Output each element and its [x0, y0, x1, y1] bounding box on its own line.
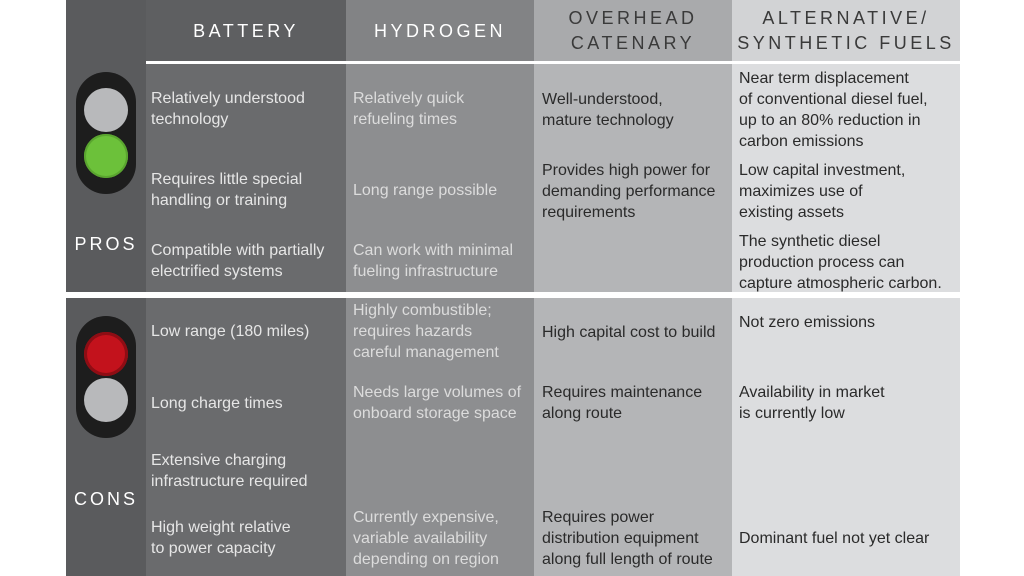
hydrogen-column-bg — [346, 0, 534, 576]
cons-traffic-light-icon — [76, 316, 136, 438]
off-lamp-icon — [84, 88, 128, 132]
cons-hydrogen-1: Highly combustible; requires hazards careful management — [353, 302, 499, 361]
cons-alt-fuels-2: Availability in market is currently low — [739, 384, 885, 422]
off-lamp-icon — [84, 378, 128, 422]
pros-hydrogen-1: Relatively quick refueling times — [353, 90, 465, 128]
pros-label: PROS — [74, 234, 138, 254]
green-lamp-icon — [84, 134, 128, 178]
pros-catenary-2: Provides high power for demanding performance requirements — [542, 162, 716, 221]
cons-alt-fuels-1: Not zero emissions — [739, 314, 876, 331]
pros-hydrogen-3: Can work with minimal fueling infrastructure — [353, 242, 514, 280]
pros-hydrogen-2: Long range possible — [353, 182, 498, 199]
cons-battery-2: Long charge times — [151, 395, 283, 412]
header-battery: BATTERY — [193, 20, 299, 41]
cons-alt-fuels-3: Dominant fuel not yet clear — [739, 530, 930, 547]
cons-battery-4: High weight relative to power capacity — [151, 519, 291, 557]
pros-alt-fuels-2: Low capital investment, maximizes use of existing assets — [739, 162, 906, 221]
cons-label: CONS — [73, 489, 138, 509]
cons-catenary-1: High capital cost to build — [542, 324, 716, 341]
header-alt-fuels: ALTERNATIVE/ SYNTHETIC FUELS — [737, 8, 955, 53]
pros-alt-fuels-3: The synthetic diesel production process can capture atmospheric carbon. — [739, 233, 942, 292]
catenary-column-bg — [534, 0, 732, 576]
cons-catenary-3: Requires power distribution equipment along full length of route — [542, 509, 713, 568]
header-catenary: OVERHEAD CATENARY — [568, 8, 698, 53]
pros-catenary-1: Well-understood, mature technology — [542, 91, 674, 129]
cons-battery-1: Low range (180 miles) — [151, 323, 310, 340]
cons-hydrogen-2: Needs large volumes of onboard storage space — [353, 384, 522, 422]
pros-alt-fuels-1: Near term displacement of conventional diesel fuel, up to an 80% reduction in carbon emissions — [739, 70, 928, 150]
red-lamp-icon — [84, 332, 128, 376]
pros-battery-1: Relatively understood technology — [151, 90, 305, 128]
cons-catenary-2: Requires maintenance along route — [542, 384, 703, 422]
pros-battery-3: Compatible with partially electrified systems — [151, 242, 325, 280]
cons-hydrogen-3: Currently expensive, variable availability depending on region — [353, 509, 499, 568]
pros-battery-2: Requires little special handling or training — [151, 171, 303, 209]
cons-battery-3: Extensive charging infrastructure required — [151, 452, 308, 490]
pros-traffic-light-icon — [76, 72, 136, 194]
header-hydrogen: HYDROGEN — [373, 20, 506, 41]
